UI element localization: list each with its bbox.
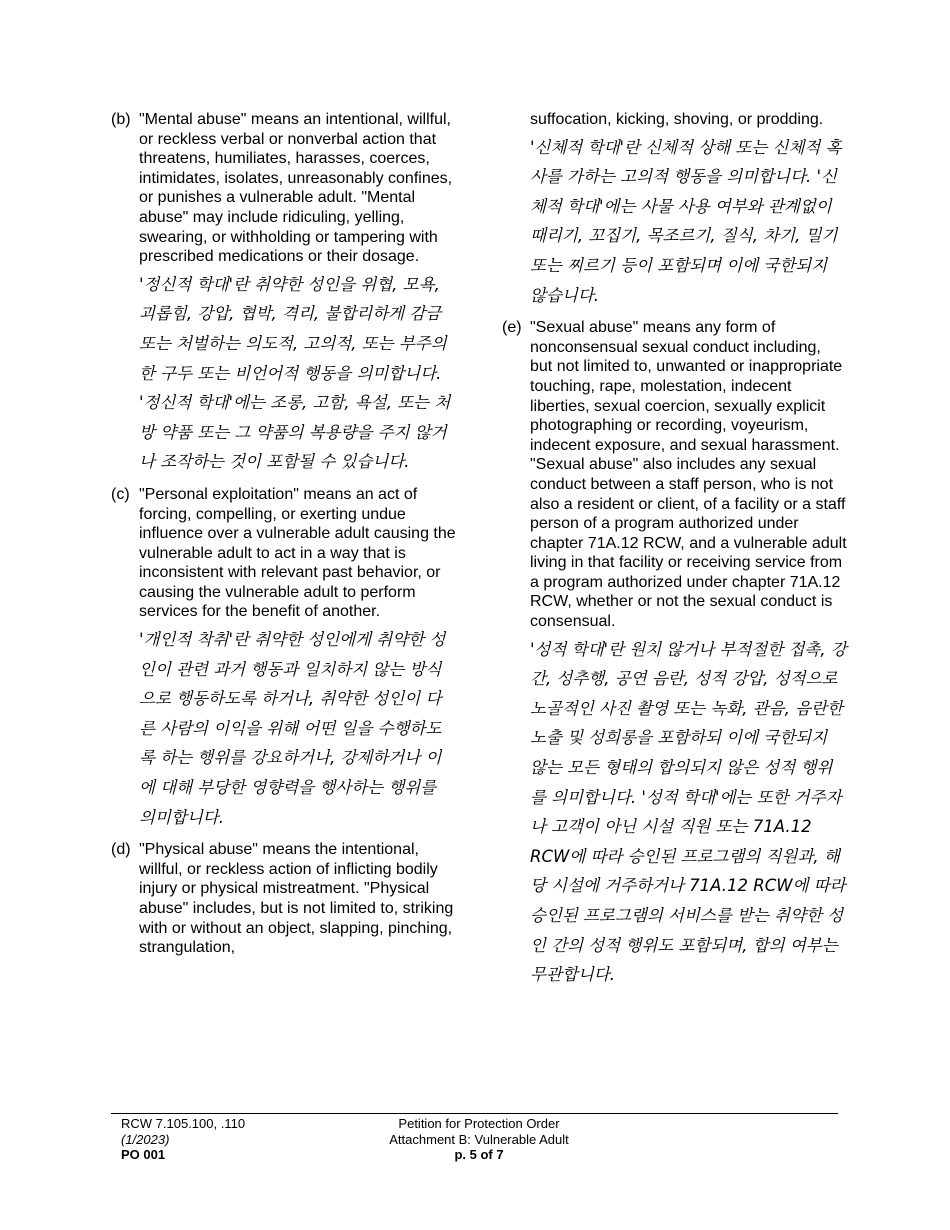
footer-center (319, 1116, 639, 1163)
english-text: "Sexual abuse" means any form of nonconsensual sexual conduct including, but not limited to, unwanted or inappropriate touching, rape, molestation, indecent liberties, sexual coercion, sexually explicit photographing or recording, voyeurism, indecent exposure, and sexual harassment. "Sexual abuse" also includes any sexual conduct between a staff person, who is not also a resident or client, of a facility or a staff person of a program authorized under chapter 71A.12 RCW, and a vulnerable adult living in that facility or receiving service from a program authorized under chapter 71A.12 RCW, whether or not the sexual conduct is consensual. (530, 319, 847, 631)
footer-form-number: PO 001 (121, 1147, 166, 1162)
definition-d-physical-abuse (111, 840, 456, 958)
footer-citation: RCW 7.105.100, .110 (121, 1116, 246, 1131)
footer-left (121, 1116, 245, 1163)
page-footer (111, 1113, 838, 1166)
english-text: "Mental abuse" means an intentional, willful, or reckless verbal or nonverbal action that threatens, humiliates, harasses, coerces, intimidates, isolates, unreasonably confines, or punishes a vulnerable adult. "Mental abuse" may include ridiculing, yelling, swearing, or withholding or tampering with prescribed medications or their dosage. (139, 111, 453, 266)
korean-text: '개인적 착취'란 취약한 성인에게 취약한 성인이 관련 과거 행동과 일치하지 않는 방식으로 행동하도록 하거나, 취약한 성인이 다른 사람의 이익을 위해 어떤 일을 수행하도록 하는 행위를 강요하거나, 강제하거나 이에 대해 부당한 영향력을 행사하는 행위를 의미합니다. (139, 630, 446, 827)
footer-subtitle: Attachment B: Vulnerable Adult (389, 1131, 569, 1147)
item-label: (e) (502, 319, 522, 337)
english-text: "Physical abuse" means the intentional, willful, or reckless action of inflicting bodily injury or physical mistreatment. "Physical abuse" includes, but is not limited to, striking with or without an object, slapping, pinching, strangulation, (139, 841, 454, 957)
definition-b-mental-abuse (111, 110, 456, 477)
footer-page-number: p. 5 of 7 (454, 1147, 504, 1162)
definition-d-continued (502, 110, 847, 310)
item-label: (c) (111, 485, 130, 503)
korean-text: '신체적 학대'란 신체적 상해 또는 신체적 혹사를 가하는 고의적 행동을 의미합니다. '신체적 학대'에는 사물 사용 여부와 관계없이 때리기, 꼬집기, 목조르기, 질식, 차기, 밀기 또는 찌르기 등이 포함되며 이에 국한되지 않습니다. (530, 137, 842, 305)
english-text: "Personal exploitation" means an act of forcing, compelling, or exerting undue influence over a vulnerable adult causing the vulnerable adult to act in a way that is inconsistent with relevant past behavior, or causing the vulnerable adult to perform services for the benefit of another. (139, 485, 456, 621)
left-column (111, 110, 456, 958)
korean-text: '정신적 학대'란 취약한 성인을 위협, 모욕, 괴롭힘, 강압, 협박, 격리, 불합리하게 감금 또는 처벌하는 의도적, 고의적, 또는 부주의한 구두 또는 비언어적 행동을 의미합니다. '정신적 학대'에는 조롱, 고함, 욕설, 또는 처방 약품 또는 그 약품의 복용량을 주지 않거나 조작하는 것이 포함될 수 있습니다. (139, 274, 451, 472)
item-label: (d) (111, 841, 131, 859)
definition-e-sexual-abuse (502, 318, 847, 990)
item-label: (b) (111, 111, 131, 128)
right-column (502, 110, 847, 990)
english-text-continued: suffocation, kicking, shoving, or prodding. (530, 111, 824, 128)
footer-title: Petition for Protection Order (398, 1116, 560, 1131)
footer-revision: (1/2023) (121, 1131, 170, 1147)
korean-text: '성적 학대'란 원치 않거나 부적절한 접촉, 강간, 성추행, 공연 음란, 성적 강압, 성적으로 노골적인 사진 촬영 또는 녹화, 관음, 음란한 노출 및 성희롱을 포함하되 이에 국한되지 않는 모든 형태의 합의되지 않은 성적 행위를 의미합니다. '성적 학대'에는 또한 거주자나 고객이 아닌 시설 직원 또는 71A.12 RCW에 따라 승인된 프로그램의 직원과, 해당 시설에 거주하거나 71A.12 RCW에 따라 승인된 프로그램의 서비스를 받는 취약한 성인 간의 성적 행위도 포함되며, 합의 여부는 무관합니다. (530, 639, 847, 985)
definition-c-personal-exploitation (111, 485, 456, 832)
